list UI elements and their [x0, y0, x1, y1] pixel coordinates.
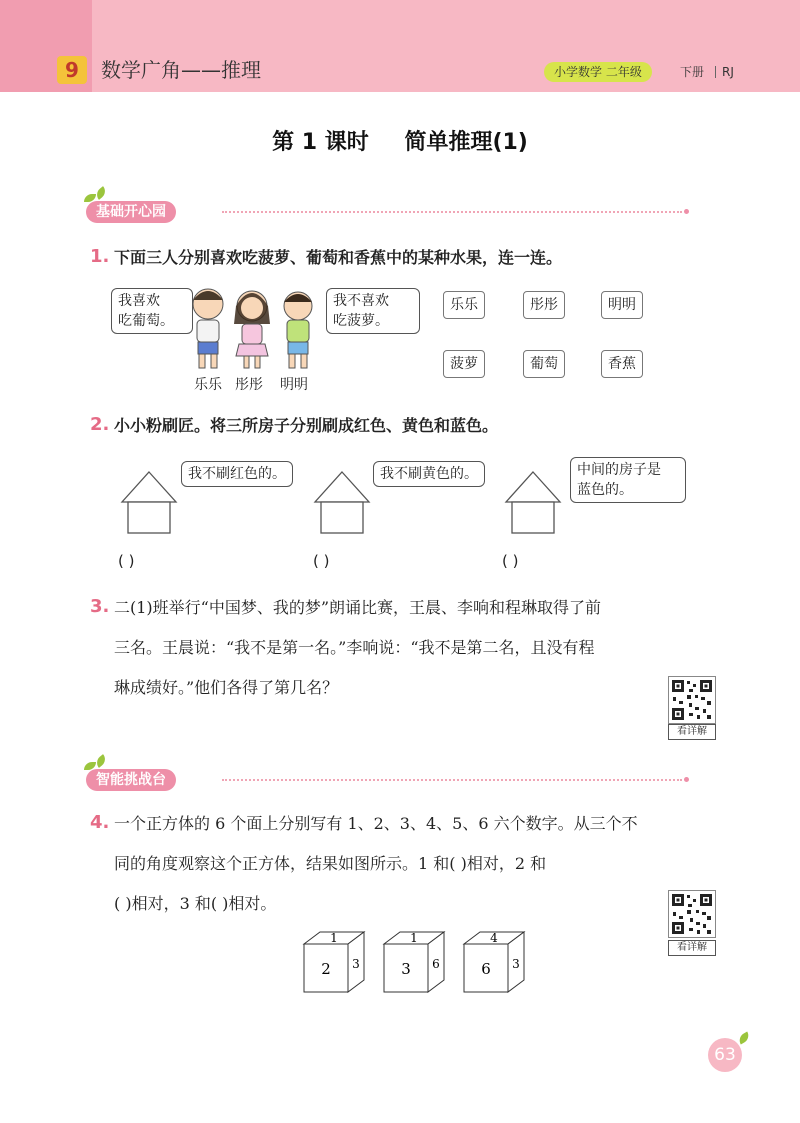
question-number: 1. [90, 246, 110, 267]
question-text-line: 二(1)班举行“中国梦、我的梦”朗诵比赛，王晨、李响和程琳取得了前 [114, 598, 602, 617]
subject-badge: 小学数学 二年级 [544, 62, 652, 82]
lesson-number: 第 1 课时 [272, 130, 369, 155]
match-name-box[interactable]: 彤彤 [523, 291, 565, 319]
cube-side-number: 3 [352, 957, 360, 971]
volume-label: 下册 [680, 65, 705, 79]
qr-code-icon[interactable] [668, 676, 716, 724]
match-fruit-box[interactable]: 菠萝 [443, 350, 485, 378]
house-speech-bubble: 我不刷黄色的。 [373, 461, 485, 487]
page-header [0, 0, 800, 92]
question-text-line: 琳成绩好。”他们各得了第几名？ [114, 678, 339, 697]
match-fruit-box[interactable]: 葡萄 [523, 350, 565, 378]
kid-lele [193, 289, 223, 368]
cube-side-number: 3 [512, 957, 520, 971]
cube-front-number: 6 [481, 960, 491, 978]
divider-end-dot [684, 777, 689, 782]
kid-tongtong [234, 291, 270, 368]
question-text-line: ( )相对，3 和( )相对。 [114, 894, 277, 913]
leaf-icon [737, 1032, 751, 1045]
page-number: 63 [708, 1038, 742, 1072]
kid-name: 乐乐 [194, 377, 222, 393]
match-name-box[interactable]: 明明 [601, 291, 643, 319]
speech-line: 中间的房子是 [577, 462, 661, 478]
answer-blank[interactable]: ( ) [313, 552, 330, 570]
section-divider [222, 779, 682, 781]
qr-code-icon[interactable] [668, 890, 716, 938]
lesson-title [0, 125, 800, 156]
leaf-icon [94, 754, 108, 768]
cube-top-number: 1 [330, 931, 338, 945]
section-divider [222, 211, 682, 213]
cube-side-number: 6 [432, 957, 440, 971]
speech-line: 我喜欢 [118, 293, 160, 309]
chapter-title: 数学广角——推理 [101, 58, 261, 82]
section-banner-basic: 基础开心园 [86, 201, 176, 223]
leaf-icon [94, 186, 108, 200]
edition-label: RJ [722, 65, 734, 79]
lesson-topic: 简单推理(1) [404, 130, 528, 155]
cube-top-number: 4 [490, 931, 498, 945]
divider-end-dot [684, 209, 689, 214]
house-speech-bubble: 我不刷红色的。 [181, 461, 293, 487]
chapter-number-badge: 9 [57, 56, 87, 84]
speech-line: 吃菠萝。 [333, 313, 389, 329]
house-speech-bubble [570, 457, 686, 503]
question-text-line: 三名。王晨说：“我不是第一名。”李响说：“我不是第二名，且没有程 [114, 638, 595, 657]
answer-blank[interactable]: ( ) [502, 552, 519, 570]
section-banner-challenge: 智能挑战台 [86, 769, 176, 791]
speech-bubble-lele [111, 288, 193, 334]
question-text: 下面三人分别喜欢吃菠萝、葡萄和香蕉中的某种水果，连一连。 [114, 248, 563, 267]
header-divider [715, 66, 716, 78]
cube-front-number: 2 [321, 960, 331, 978]
kid-mingming [284, 292, 312, 368]
kid-name: 彤彤 [235, 377, 263, 393]
match-fruit-box[interactable]: 香蕉 [601, 350, 643, 378]
qr-detail-label[interactable]: 看详解 [668, 724, 716, 740]
house-icon [118, 470, 180, 536]
qr-detail-label[interactable]: 看详解 [668, 940, 716, 956]
cube-view-1 [304, 931, 364, 992]
question-text-line: 一个正方体的 6 个面上分别写有 1、2、3、4、5、6 六个数字。从三个不 [114, 814, 638, 833]
cube-top-number: 1 [410, 931, 418, 945]
cube-views [300, 928, 540, 998]
cube-view-2 [384, 931, 444, 992]
question-text: 小小粉刷匠。将三所房子分别刷成红色、黄色和蓝色。 [114, 416, 499, 435]
speech-line: 蓝色的。 [577, 482, 633, 498]
question-number: 3. [90, 596, 110, 617]
answer-blank[interactable]: ( ) [118, 552, 135, 570]
speech-bubble-mingming [326, 288, 420, 334]
house-icon [311, 470, 373, 536]
cube-front-number: 3 [401, 960, 411, 978]
match-name-box[interactable]: 乐乐 [443, 291, 485, 319]
question-number: 4. [90, 812, 110, 833]
question-number: 2. [90, 414, 110, 435]
question-text-line: 同的角度观察这个正方体，结果如图所示。1 和( )相对，2 和 [114, 854, 547, 873]
speech-line: 吃葡萄。 [118, 313, 174, 329]
children-illustration [186, 284, 326, 376]
cube-view-3 [464, 931, 524, 992]
speech-line: 我不喜欢 [333, 293, 389, 309]
kid-name: 明明 [280, 377, 308, 393]
house-icon [502, 470, 564, 536]
